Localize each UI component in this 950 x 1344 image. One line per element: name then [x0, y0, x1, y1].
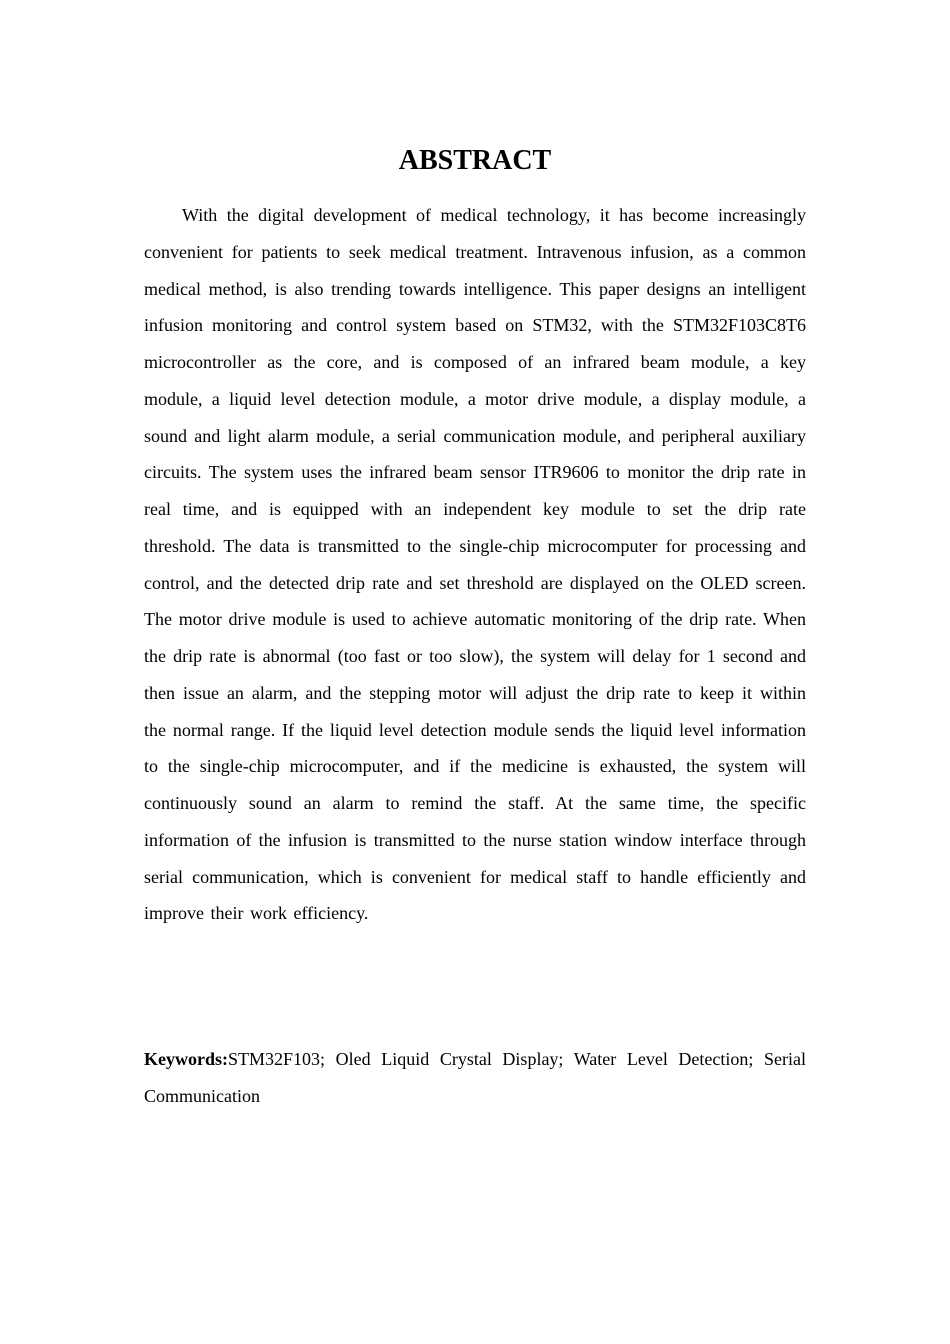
- keywords-label: Keywords:: [144, 1049, 228, 1069]
- abstract-title: ABSTRACT: [398, 145, 552, 176]
- keywords-line: [144, 1041, 806, 1115]
- abstract-body: With the digital development of medical technology, it has become increasingly convenient for patients to seek medical treatment. Intravenous infusion, as a common medical method, is also trending towards intelligence. This paper designs an intelligent infusion monitoring and control system based on STM32, with the STM32F103C8T6 microcontroller as the core, and is composed of an infrared beam module, a key module, a liquid level detection module, a motor drive module, a display module, a sound and light alarm module, a serial communication module, and peripheral auxiliary circuits. The system uses the infrared beam sensor ITR9606 to monitor the drip rate in real time, and is equipped with an independent key module to set the drip rate threshold. The data is transmitted to the single-chip microcomputer for processing and control, and the detected drip rate and set threshold are displayed on the OLED screen. The motor drive module is used to achieve automatic monitoring of the drip rate. When the drip rate is abnormal (too fast or too slow), the system will delay for 1 second and then issue an alarm, and the stepping motor will adjust the drip rate to keep it within the normal range. If the liquid level detection module sends the liquid level information to the single-chip microcomputer, and if the medicine is exhausted, the system will continuously sound an alarm to remind the staff. At the same time, the specific information of the infusion is transmitted to the nurse station window interface through serial communication, which is convenient for medical staff to handle efficiently and improve their work efficiency.: [144, 205, 806, 924]
- keywords-text: STM32F103; Oled Liquid Crystal Display; Water Level Detection; Serial Communication: [144, 1049, 806, 1106]
